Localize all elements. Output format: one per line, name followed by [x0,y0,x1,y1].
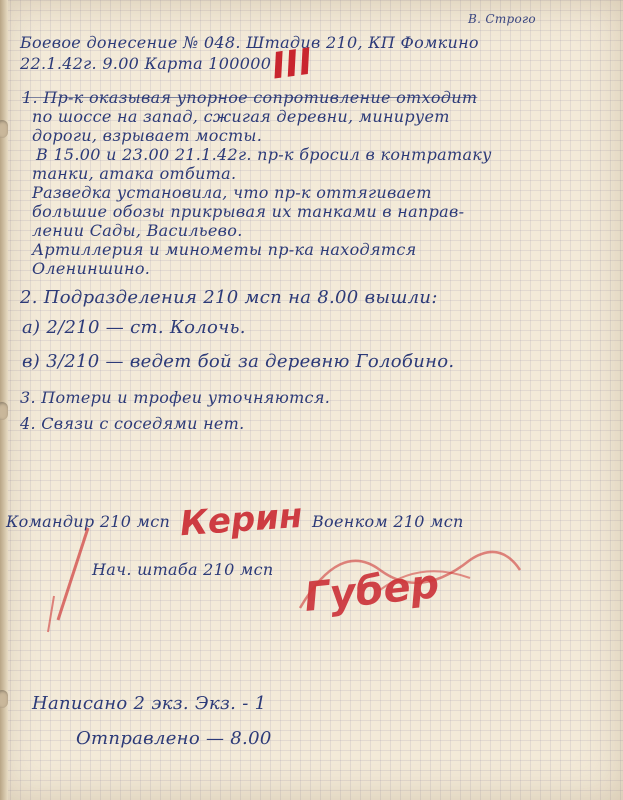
p2-item-a: а) 2/210 — ст. Колочь. [22,317,246,338]
p1-line-5: танки, атака отбита. [32,164,237,183]
footer-written: Написано 2 экз. Экз. - 1 [32,693,267,714]
p3-line: 3. Потери и трофеи уточняются. [20,388,331,407]
red-signature-commander: Керин [178,495,304,545]
p1-line-1: 1. Пр-к оказывая упорное сопротивление отходит [22,88,478,107]
footer-sent: Отправлено — 8.00 [76,728,272,749]
p1-line-4: В 15.00 и 23.00 21.1.42г. пр-к бросил в контратаку [36,145,492,164]
sig-commissar-label: Военком 210 мсп [312,512,464,531]
p1-line-2: по шоссе на запад, сжигая деревни, минирует [32,107,450,126]
p1-line-6: Разведка установила, что пр-к оттягивает [32,183,432,202]
header-line-1: Боевое донесение № 048. Штадив 210, КП Фомкино [20,33,479,52]
sig-commander-label: Командир 210 мсп [6,512,171,531]
p4-line: 4. Связи с соседями нет. [20,414,245,433]
red-roman-mark: III [269,41,315,88]
binding-hole [0,120,8,138]
p1-line-9: Артиллерия и минометы пр-ка находятся [32,240,417,259]
red-signature-chief: Губер [301,561,442,621]
p2-title: 2. Подразделения 210 мсп на 8.00 вышли: [20,287,438,308]
p1-line-3: дороги, взрывает мосты. [32,126,263,145]
p1-line-8: лении Сады, Васильево. [32,221,243,240]
corner-note: В. Строго [468,12,536,26]
binding-hole [0,690,8,708]
p1-line-7: большие обозы прикрывая их танками в направ- [32,202,465,221]
header-line-2: 22.1.42г. 9.00 Карта 100000 [20,54,272,73]
sig-chief-label: Нач. штаба 210 мсп [92,560,274,579]
p2-item-b: в) 3/210 — ведет бой за деревню Голобино. [22,351,455,372]
p1-line-10: Олениншино. [32,259,151,278]
binding-hole [0,402,8,420]
